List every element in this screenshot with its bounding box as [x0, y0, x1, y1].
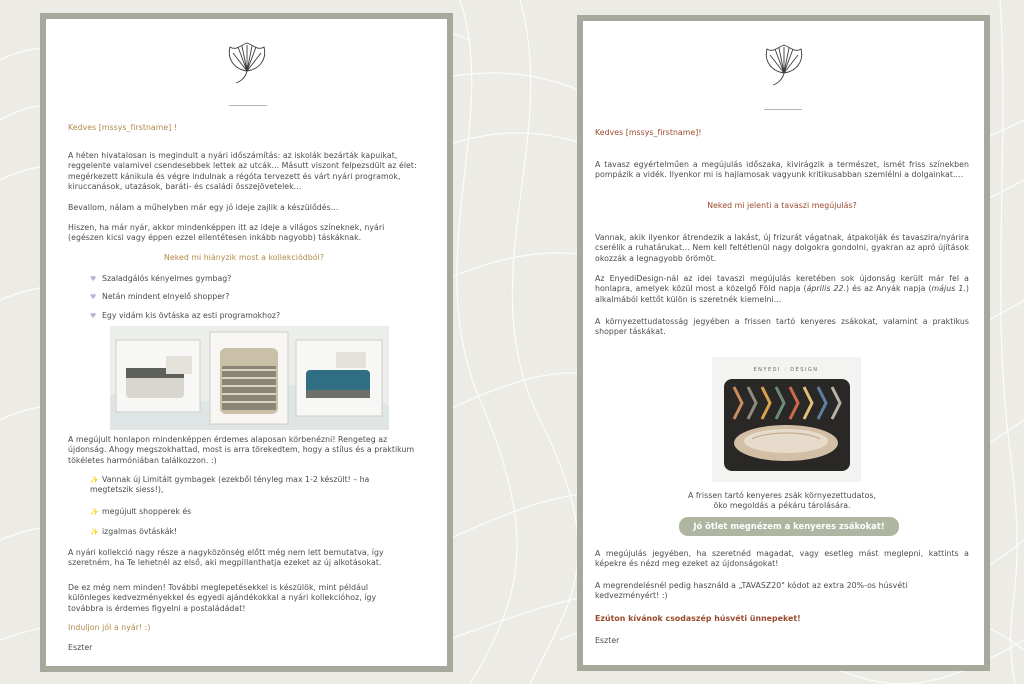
list-item: ♥ Szaladgálós kényelmes gymbag? — [90, 274, 232, 283]
divider — [229, 105, 267, 106]
easter-wish: Ezúton kívánok csodaszép húsvéti ünnepeket! — [595, 614, 801, 623]
bread-bag-cta-button[interactable]: Jó ötlet megnézem a kenyeres zsákokat! — [679, 517, 899, 536]
newsletter-summer — [40, 13, 453, 672]
paragraph-2: Az EnyediDesign-nál az idei tavaszi megújulás keretében sok újdonság került már fel a honlapra, amelyek közül most a közelgő Föld napja (április 22.) és az Anyák napja (május 1.) alkalmából kettőt külön is szeretnék kiemelni... — [595, 274, 969, 304]
intro-paragraph: A tavasz egyértelműen a megújulás időszaka, kivirágzik a természet, ismét friss színekben pompázik a vidék. Ilyenkor mi is hajlamosak vagyunk kritikusabban szemlélni a dolgainkat.... — [595, 160, 969, 180]
intro-paragraph: A héten hivatalosan is megindult a nyári időszámítás: az iskolák bezárták kapuikat, reggelente valamivel csendesebbek lettek az utcák... Másutt viszont felpezsdült az élet: megérkezett kánikula és végre indulnak a régóta tervezett és várt nyári programok, kiruccanások, utazások, baráti- és családi összejövetelek... — [68, 151, 417, 192]
website-paragraph: A megújult honlapon mindenképpen érdemes alaposan körbenézni! Rengeteg az újdonság. Ahogy megszokhattad, most is arra törekedtem, hogy a stílus és a praktikum tökéletes harmóniában találkozzon. :) — [68, 435, 415, 465]
sparkle-icon: ✨ — [90, 508, 99, 516]
image-caption-line-1: A frissen tartó kenyeres zsák környezettudatos, — [687, 491, 877, 500]
heart-icon: ♥ — [90, 293, 97, 301]
paragraph-5: A megrendelésnél pedig használd a „TAVASZ20" kódot az extra 20%-os húsvéti kedvezményért! :) — [595, 581, 908, 601]
list-item: ✨ izgalmas övtáskák! — [90, 527, 178, 536]
image-caption-line-2: öko megoldás a pékáru tárolására. — [713, 501, 851, 510]
signature: Eszter — [68, 643, 93, 652]
sparkle-icon: ✨ — [90, 476, 99, 484]
newsletter-spring — [577, 15, 990, 671]
bread-bag-image[interactable] — [712, 357, 861, 482]
greeting: Kedves [mssys_firstname] ! — [68, 123, 178, 132]
list-item: ♥ Netán mindent elnyelő shopper? — [90, 292, 230, 301]
list-item: ✨ megújult shopperek és — [90, 507, 192, 516]
signature: Eszter — [595, 636, 620, 645]
brand-text: ENYEDI · DESIGN — [753, 367, 819, 373]
more-paragraph: De ez még nem minden! További meglepetésekkel is készülök, mint például különleges kedvezményekkel és egyedi ajándékokkal a nyári kollekcióhoz, így továbbra is érdemes figyelni a postaládádat! — [68, 583, 377, 613]
paragraph-1: Vannak, akik ilyenkor átrendezik a lakást, új frizurát vágatnak, átpakolják és tavaszira/nyárira cserélik a ruhatárukat... Nem kell feltétlenül nagy dolgokra gondolni, gyakran az apró újítások okozzák a legnagyobb örömöt. — [595, 233, 969, 263]
paragraph-3: A környezettudatosság jegyében a frissen tartó kenyeres zsákokat, valamint a praktikus shopper táskákat. — [595, 317, 969, 337]
ginkgo-leaf-icon — [224, 41, 270, 85]
colors-paragraph: Hiszen, ha már nyár, akkor mindenképpen itt az ideje a világos színeknek, nyári (egészen kicsi vagy éppen ezzel ellentétesen inkább nagyobb) táskáknak. — [68, 223, 385, 243]
collection-paragraph: A nyári kollekció nagy része a nagyközönség előtt még nem lett bemutatva, így szeretném, ha Te lehetnél az első, aki megpillanthatja ezeket az új alkotásokat. — [68, 548, 384, 568]
workshop-paragraph: Bevallom, nálam a műhelyben már egy jó ideje zajlik a készülődés... — [68, 203, 339, 212]
closing-line: Induljon jól a nyár! :) — [68, 623, 151, 632]
paragraph-4: A megújulás jegyében, ha szeretnéd magadat, vagy esetleg mást meglepni, kattints a képekre és nézd meg ezeket az újdonságokat! — [595, 549, 969, 569]
list-item: ✨ Vannak új Limitált gymbagek (ezekből tényleg max 1-2 készült! – ha megtetszik siess!), — [90, 475, 370, 495]
ginkgo-leaf-icon — [761, 43, 807, 87]
sparkle-icon: ✨ — [90, 528, 99, 536]
list-item: ♥ Egy vidám kis övtáska az esti programokhoz? — [90, 311, 281, 320]
divider — [764, 109, 802, 110]
product-collage-image[interactable] — [110, 326, 389, 430]
section-question: Neked mi hiányzik most a kollekciódból? — [163, 253, 325, 262]
greeting: Kedves [mssys_firstname]! — [595, 128, 702, 137]
section-heading: Neked mi jelenti a tavaszi megújulás? — [707, 201, 857, 210]
heart-icon: ♥ — [90, 312, 97, 320]
heart-icon: ♥ — [90, 275, 97, 283]
